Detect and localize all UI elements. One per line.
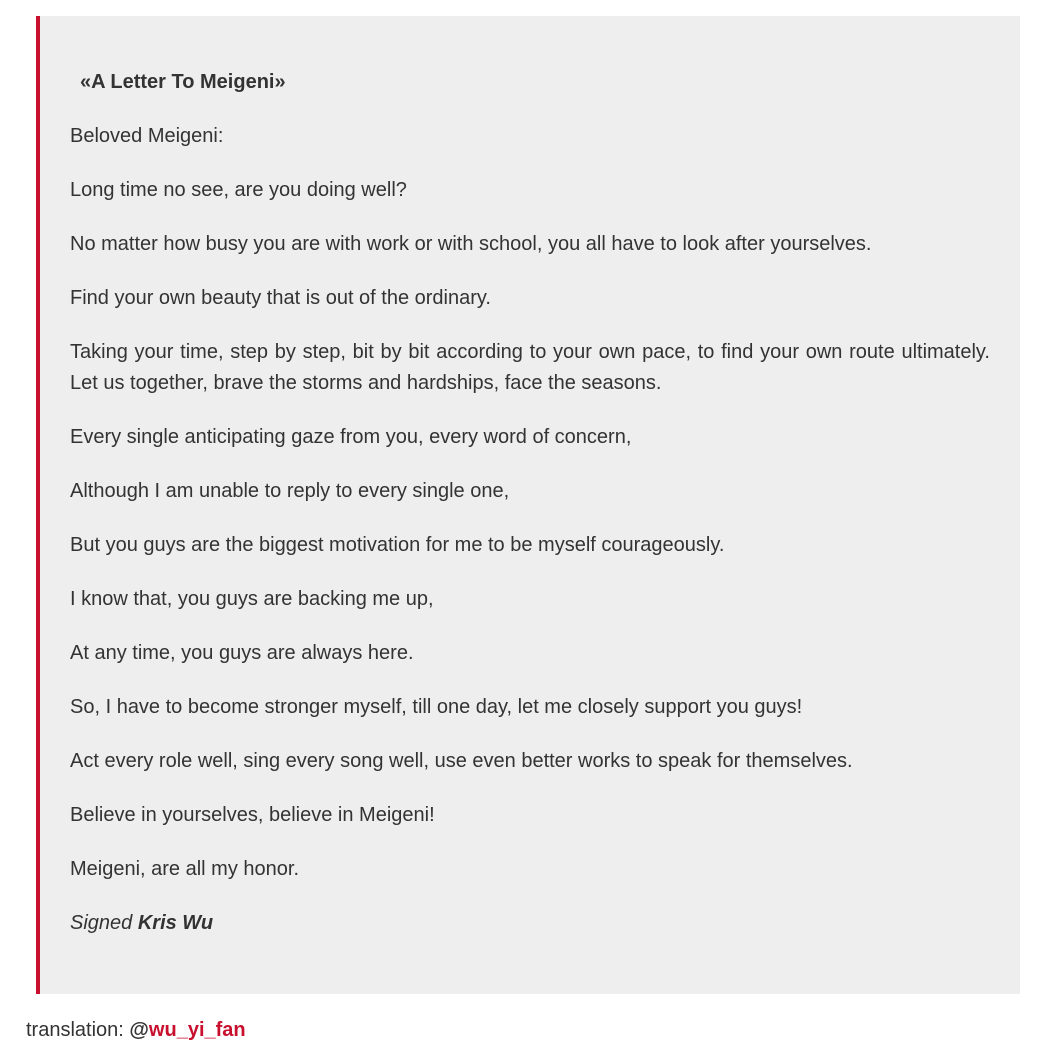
letter-paragraph: Act every role well, sing every song well, use even better works to speak for themselves.: [70, 750, 853, 772]
translation-credit: [26, 1015, 246, 1045]
translation-label: translation:: [26, 1019, 124, 1041]
translator-handle-link[interactable]: wu_yi_fan: [148, 1019, 246, 1041]
letter-paragraph: So, I have to become stronger myself, till one day, let me closely support you guys!: [70, 696, 803, 718]
letter-paragraph: Taking your time, step by step, bit by bit according to your own pace, to find your own route ultimately. Let us together, brave the storms and hardships, face the seasons.: [70, 341, 990, 394]
letter-paragraph: Every single anticipating gaze from you, every word of concern,: [70, 426, 632, 448]
letter-paragraph: Long time no see, are you doing well?: [70, 179, 407, 201]
letter-title: «A Letter To Meigeni»: [80, 71, 286, 93]
letter-paragraph: I know that, you guys are backing me up,: [70, 588, 434, 610]
letter-signature: [70, 908, 990, 939]
letter-paragraph: Although I am unable to reply to every single one,: [70, 480, 510, 502]
letter-paragraph: No matter how busy you are with work or with school, you all have to look after yourselves.: [70, 233, 872, 255]
letter-paragraph: Believe in yourselves, believe in Meigeni!: [70, 804, 435, 826]
letter-paragraph: Meigeni, are all my honor.: [70, 858, 300, 880]
letter-paragraph: At any time, you guys are always here.: [70, 642, 414, 664]
signature-prefix: Signed: [70, 912, 133, 934]
at-symbol: @: [129, 1019, 149, 1041]
letter-paragraph: Find your own beauty that is out of the ordinary.: [70, 287, 491, 309]
signature-name: Kris Wu: [137, 912, 214, 934]
letter-paragraph: Beloved Meigeni:: [70, 125, 224, 147]
letter-blockquote: [36, 16, 1020, 994]
letter-paragraph: But you guys are the biggest motivation for me to be myself courageously.: [70, 534, 725, 556]
